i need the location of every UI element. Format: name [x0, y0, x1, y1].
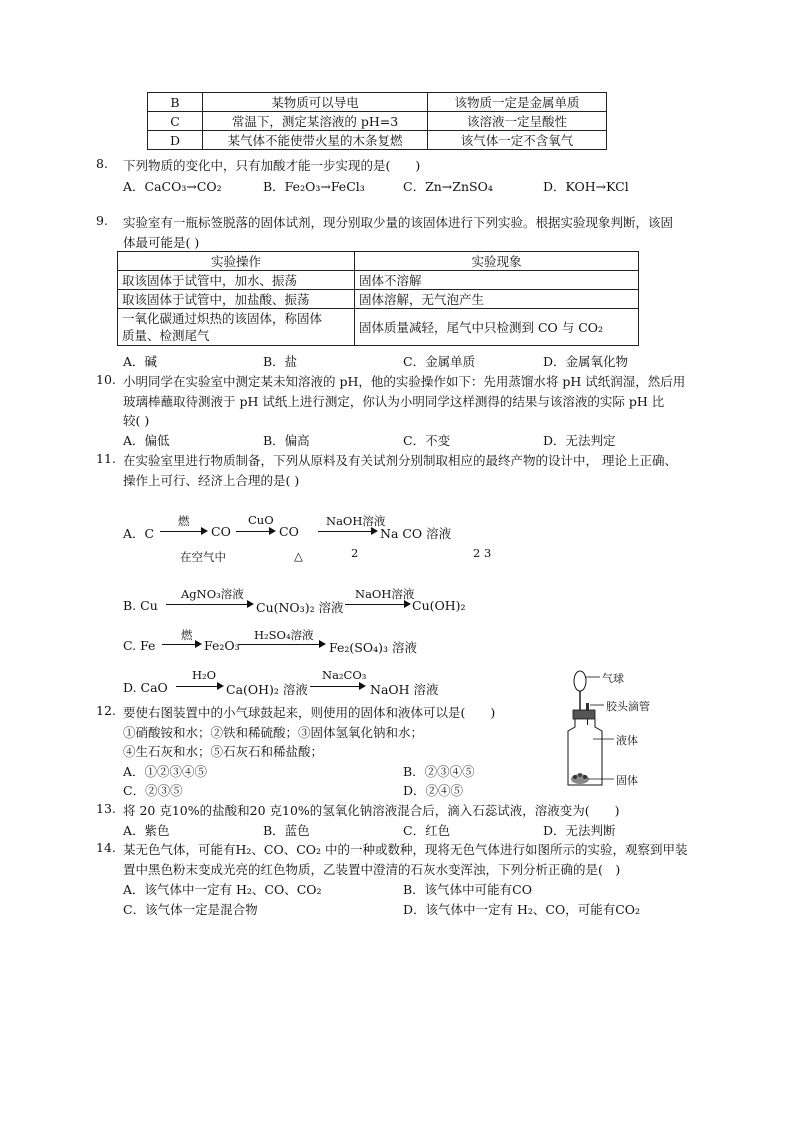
table-cell: D	[148, 131, 203, 150]
condition-label: △	[294, 549, 303, 563]
product-label: Fe₂(SO₄)₃ 溶液	[329, 640, 417, 655]
figure-label-balloon: 气球	[602, 672, 624, 685]
option-a: A．该气体中一定有 H₂、CO、CO₂	[123, 882, 322, 897]
question-stem: 某无色气体，可能有H₂、CO、CO₂ 中的一种或数种，现将无色气体进行如图所示的实验，观察到甲装	[123, 842, 688, 857]
option-d: D．无法判断	[543, 823, 616, 838]
figure-label-dropper: 胶头滴管	[606, 700, 650, 713]
option-a: A．①②③④⑤	[123, 764, 208, 779]
option-b: B．该气体中可能有CO	[403, 882, 532, 897]
reagent-label: AgNO₃溶液	[181, 587, 244, 601]
reagent-label: NaOH溶液	[326, 514, 386, 528]
figure-label-liquid: 液体	[616, 734, 638, 747]
option-d: D．金属氧化物	[543, 354, 629, 369]
option-d: D．②④⑤	[403, 783, 464, 798]
question-stem: 小明同学在实验室中测定某未知溶液的 pH，他的实验操作如下：先用蒸馏水将 pH 试纸润湿，然后用	[123, 374, 686, 389]
question-number: 12.	[96, 703, 116, 718]
product-label: Cu(OH)₂	[412, 598, 466, 613]
reaction-arrow	[160, 525, 208, 537]
figure-label-solid: 固体	[616, 774, 638, 787]
table-cell: 该溶液一定呈酸性	[428, 112, 607, 131]
question-number: 14.	[96, 840, 116, 855]
reagent-label: 燃	[181, 628, 193, 642]
table-cell: 固体溶解，无气泡产生	[355, 290, 639, 309]
product-label: Na CO 溶液	[380, 526, 452, 541]
option-c: C．Zn→ZnSO₄	[403, 179, 493, 194]
question-stem: 实验室有一瓶标签脱落的固体试剂，现分别取少量的该固体进行下列实验。根据实验现象判断，该固	[123, 215, 674, 230]
option-a: A．偏低	[123, 433, 170, 448]
reaction-arrow	[166, 598, 254, 610]
question-number: 10.	[96, 372, 116, 387]
table-cell: 一氧化碳通过炽热的该固体，称固体 质量、检测尾气	[118, 309, 355, 346]
product-label: Fe₂O₃	[204, 638, 240, 653]
option-c-label: C. Fe	[123, 638, 156, 653]
subscript-label: 2 3	[473, 546, 492, 560]
question-stem: 较( )	[123, 413, 150, 428]
question-stem: 置中黑色粉末变成光亮的红色物质，乙装置中澄清的石灰水变浑浊，下列分析正确的是( )	[123, 862, 621, 877]
question-stem: 体最可能是( )	[123, 235, 200, 250]
option-c: C．红色	[403, 823, 451, 838]
option-b: B．蓝色	[263, 823, 310, 838]
question-stem: ④生石灰和水；⑤石灰石和稀盐酸；	[123, 744, 324, 759]
option-d-label: D. CaO	[123, 680, 168, 695]
option-d: D．该气体中一定有 H₂、CO，可能有CO₂	[403, 902, 641, 917]
question-stem: 要使右图装置中的小气球鼓起来，则使用的固体和液体可以是( )	[123, 705, 496, 720]
option-b: B．Fe₂O₃→FeCl₃	[263, 179, 365, 194]
subscript-label: 2	[351, 546, 359, 560]
option-b: B．盐	[263, 354, 298, 369]
question-number: 8.	[96, 156, 108, 171]
reaction-arrow	[345, 598, 411, 610]
question-stem: 操作上可行、经济上合理的是( )	[123, 473, 300, 488]
table-cell: 取该固体于试管中，加盐酸、振荡	[118, 290, 355, 309]
product-label: Ca(OH)₂ 溶液	[226, 682, 308, 697]
option-a: A．CaCO₃→CO₂	[123, 179, 222, 194]
experiment-table	[117, 251, 639, 346]
product-label: Cu(NO₃)₂ 溶液	[256, 600, 344, 615]
balloon-apparatus-figure	[560, 667, 680, 792]
option-a: A．紫色	[123, 823, 170, 838]
option-c: C．金属单质	[403, 354, 476, 369]
option-c: C．不变	[403, 433, 451, 448]
product-label: CO	[211, 524, 231, 539]
question-stem: 玻璃棒蘸取待测液于 pH 试纸上进行测定，你认为小明同学这样测得的结果与该溶液的实际 pH 比	[123, 394, 665, 409]
reaction-arrow	[310, 680, 366, 692]
table-cell: 某气体不能使带火星的木条复燃	[203, 131, 428, 150]
table-header: 实验现象	[355, 252, 639, 271]
question-stem: 将 20 克10%的盐酸和20 克10%的氢氧化钠溶液混合后，滴入石蕊试液，溶液变为( )	[123, 803, 620, 818]
table-cell: 常温下，测定某溶液的 pH=3	[203, 112, 428, 131]
option-c: C．②③⑤	[123, 783, 183, 798]
reagent-label: 燃	[178, 514, 190, 528]
reagent-label: Na₂CO₃	[322, 668, 367, 682]
reagent-label: CuO	[248, 513, 274, 527]
table-cell: 某物质可以导电	[203, 93, 428, 112]
reaction-arrow	[238, 638, 326, 650]
product-label: NaOH 溶液	[370, 682, 439, 697]
table-header: 实验操作	[118, 252, 355, 271]
reagent-label: H₂SO₄溶液	[254, 628, 314, 642]
question-number: 9.	[96, 213, 108, 228]
table-cell: 取该固体于试管中，加水、振荡	[118, 271, 355, 290]
option-d: D．KOH→KCl	[543, 179, 629, 194]
option-c: C．该气体一定是混合物	[123, 902, 258, 917]
condition-label: 在空气中	[180, 550, 226, 564]
option-a-label: A．C	[123, 526, 155, 541]
table-cell: C	[148, 112, 203, 131]
top-table	[147, 92, 607, 150]
reagent-label: H₂O	[192, 668, 217, 682]
question-number: 13.	[96, 801, 116, 816]
question-stem: 在实验室里进行物质制备，下列从原料及有关试剂分别制取相应的最终产物的设计中， 理论上正确、	[123, 453, 677, 468]
option-d: D．无法判定	[543, 433, 616, 448]
table-cell: 固体不溶解	[355, 271, 639, 290]
option-a: A．碱	[123, 354, 158, 369]
reaction-arrow	[176, 680, 224, 692]
table-cell: B	[148, 93, 203, 112]
table-cell: 该物质一定是金属单质	[428, 93, 607, 112]
question-stem: ①硝酸铵和水；②铁和稀硫酸；③固体氢氧化钠和水；	[123, 725, 424, 740]
reaction-arrow	[162, 638, 202, 650]
option-b: B．偏高	[263, 433, 310, 448]
question-number: 11.	[96, 451, 116, 466]
reaction-arrow	[318, 525, 378, 537]
question-stem: 下列物质的变化中，只有加酸才能一步实现的是( )	[123, 158, 421, 173]
reaction-arrow	[236, 525, 276, 537]
product-label: CO	[279, 524, 299, 539]
table-cell: 固体质量减轻，尾气中只检测到 CO 与 CO₂	[355, 309, 639, 346]
reagent-label: NaOH溶液	[355, 587, 415, 601]
option-b: B．②③④⑤	[403, 764, 475, 779]
table-cell: 该气体一定不含氧气	[428, 131, 607, 150]
option-b-label: B. Cu	[123, 598, 158, 613]
